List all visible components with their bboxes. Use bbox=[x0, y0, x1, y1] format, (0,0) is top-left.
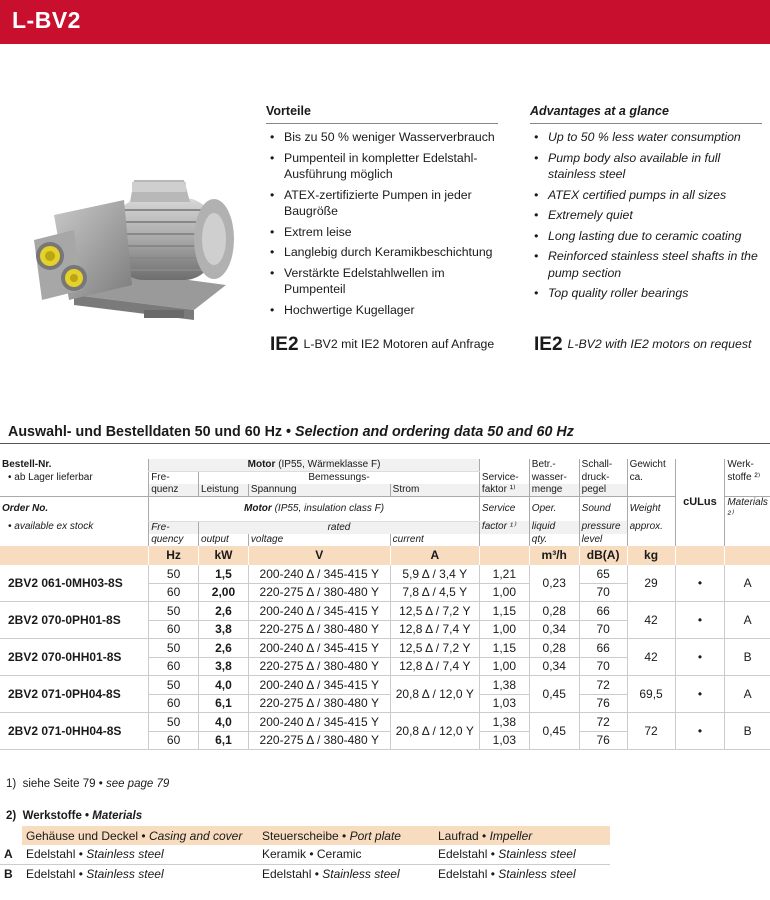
page-title: L-BV2 bbox=[12, 7, 81, 33]
th-stock-en: • available ex stock bbox=[0, 521, 149, 534]
ie2-badge: IE2 bbox=[270, 334, 299, 355]
table-row: 2BV2 071-0HH04-8S 50 4,0 200-240 Δ / 345-415 Y 20,8 Δ / 12,0 Y 1,38 0,45 72 72 • B bbox=[0, 713, 770, 732]
list-item: • ATEX-zertifizierte Pumpen in jeder Baugröße bbox=[266, 187, 498, 220]
th-op-en-2: liquid bbox=[529, 521, 579, 534]
th-rated-en: rated bbox=[199, 521, 480, 534]
th-mat-2: stoffe ²⁾ bbox=[725, 472, 770, 485]
th-sp-1: Schall- bbox=[579, 459, 627, 472]
th-op-en-3: qty. bbox=[529, 534, 579, 546]
list-item: • Up to 50 % less water consumption bbox=[530, 129, 762, 146]
list-item: • Top quality roller bearings bbox=[530, 285, 762, 302]
th-freq-2: quenz bbox=[149, 484, 199, 497]
ordering-table bbox=[0, 459, 770, 750]
th-voltage-de: Spannung bbox=[248, 484, 390, 497]
th-sf-1: Service- bbox=[479, 472, 529, 485]
footnote-2: 2) Werkstoffe • Materials bbox=[6, 810, 143, 822]
th-freq-en-1: Fre- bbox=[149, 521, 199, 534]
list-item: • Extremely quiet bbox=[530, 207, 762, 224]
th-freq-1: Fre- bbox=[149, 472, 199, 485]
th-order-de: Bestell-Nr. bbox=[0, 459, 149, 472]
th-freq-en-2: quency bbox=[149, 534, 199, 546]
table-row: 2BV2 070-0HH01-8S 50 2,6 200-240 Δ / 345-415 Y 12,5 Δ / 7,2 Y 1,15 0,28 66 42 • B bbox=[0, 639, 770, 658]
th-sp-2: druck- bbox=[579, 472, 627, 485]
list-item: • Verstärkte Edelstahlwellen im Pumpenteil bbox=[266, 265, 498, 298]
th-motor-de: Motor (IP55, Wärmeklasse F) bbox=[149, 459, 480, 472]
list-item: • Pumpenteil in kompletter Edelstahl-Ausführung möglich bbox=[266, 150, 498, 183]
table-row: B Edelstahl • Stainless steel Edelstahl • Stainless steel Edelstahl • Stainless steel bbox=[0, 864, 610, 883]
th-sp-en-1: Sound bbox=[579, 497, 627, 522]
th-sf-2: faktor ¹⁾ bbox=[479, 484, 529, 497]
list-item: • ATEX certified pumps in all sizes bbox=[530, 187, 762, 204]
table-row: 2BV2 071-0PH04-8S 50 4,0 200-240 Δ / 345-415 Y 20,8 Δ / 12,0 Y 1,38 0,45 72 69,5 • A bbox=[0, 676, 770, 695]
advantages-de-heading: Vorteile bbox=[266, 104, 498, 124]
th-order-en: Order No. bbox=[2, 503, 49, 514]
th-op-en-1: Oper. bbox=[529, 497, 579, 522]
th-sf-en-2: factor ¹⁾ bbox=[479, 521, 529, 534]
th-wt-en-2: approx. bbox=[627, 521, 675, 534]
th-wt-1: Gewicht bbox=[627, 459, 675, 472]
th-current-en: current bbox=[390, 534, 479, 546]
ul-certification-icon: cULus bbox=[675, 484, 725, 521]
list-item: • Bis zu 50 % weniger Wasserverbrauch bbox=[266, 129, 498, 146]
ie2-badge: IE2 bbox=[534, 334, 563, 355]
list-item: • Pump body also available in full stainless steel bbox=[530, 150, 762, 183]
section-title-en: Selection and ordering data 50 and 60 Hz bbox=[295, 424, 574, 440]
table-row: 2BV2 061-0MH03-8S 50 1,5 200-240 Δ / 345-415 Y 5,9 Δ / 3,4 Y 1,21 0,23 65 29 • A bbox=[0, 565, 770, 584]
table-row: 60 2,00 220-275 Δ / 380-480 Y 7,8 Δ / 4,5 Y 1,00 70 bbox=[0, 583, 770, 602]
th-output-en: output bbox=[199, 534, 249, 546]
th-sp-en-2: pressure bbox=[579, 521, 627, 534]
list-item: • Reinforced stainless steel shafts in the pump section bbox=[530, 248, 762, 281]
table-row: 60 3,8 220-275 Δ / 380-480 Y 12,8 Δ / 7,4 Y 1,00 0,34 70 bbox=[0, 620, 770, 639]
th-motor-en: Motor (IP55, insulation class F) bbox=[149, 497, 480, 522]
units-row: Hz kW V A m³/h dB(A) kg bbox=[0, 546, 770, 565]
th-sp-3: pegel bbox=[579, 484, 627, 497]
th-sf-en-1: Service bbox=[479, 497, 529, 522]
table-row: 2BV2 070-0PH01-8S 50 2,6 200-240 Δ / 345-415 Y 12,5 Δ / 7,2 Y 1,15 0,28 66 42 • A bbox=[0, 602, 770, 621]
table-row: 60 3,8 220-275 Δ / 380-480 Y 12,8 Δ / 7,4 Y 1,00 0,34 70 bbox=[0, 657, 770, 676]
th-op-2: wasser- bbox=[529, 472, 579, 485]
pump-image bbox=[14, 160, 240, 360]
list-item: • Extrem leise bbox=[266, 224, 498, 241]
advantages-de bbox=[266, 104, 498, 322]
th-voltage-en: voltage bbox=[248, 534, 390, 546]
mat-header-impeller: Laufrad • Impeller bbox=[434, 826, 610, 845]
list-item: • Hochwertige Kugellager bbox=[266, 302, 498, 319]
divider bbox=[0, 443, 770, 444]
section-title-de: Auswahl- und Bestelldaten 50 und 60 Hz • bbox=[8, 424, 296, 440]
th-current-de: Strom bbox=[390, 484, 479, 497]
ie2-text: L-BV2 with IE2 motors on request bbox=[567, 337, 752, 351]
mat-header-casing: Gehäuse und Deckel • Casing and cover bbox=[22, 826, 258, 845]
ie2-note-de bbox=[270, 334, 494, 356]
th-sp-en-3: level bbox=[579, 534, 627, 546]
th-mat-1: Werk- bbox=[725, 459, 770, 472]
table-row: 60 6,1 220-275 Δ / 380-480 Y 1,03 76 bbox=[0, 731, 770, 750]
table-row: 60 6,1 220-275 Δ / 380-480 Y 1,03 76 bbox=[0, 694, 770, 713]
ie2-note-en bbox=[534, 334, 751, 356]
page-header bbox=[0, 0, 770, 44]
list-item: • Langlebig durch Keramikbeschichtung bbox=[266, 244, 498, 261]
ie2-text: L-BV2 mit IE2 Motoren auf Anfrage bbox=[303, 337, 495, 351]
section-title bbox=[8, 424, 574, 440]
th-rated-de: Bemessungs- bbox=[199, 472, 480, 485]
th-mat-en: Materials ²⁾ bbox=[725, 497, 770, 522]
footnote-1: 1) siehe Seite 79 • see page 79 bbox=[6, 778, 170, 790]
mat-header-port: Steuerscheibe • Port plate bbox=[258, 826, 434, 845]
th-wt-en-1: Weight bbox=[627, 497, 675, 522]
th-op-3: menge bbox=[529, 484, 579, 497]
list-item: • Long lasting due to ceramic coating bbox=[530, 228, 762, 245]
materials-table bbox=[0, 826, 610, 883]
advantages-en bbox=[530, 104, 762, 306]
th-wt-2: ca. bbox=[627, 472, 675, 485]
th-stock-de: • ab Lager lieferbar bbox=[8, 471, 93, 483]
advantages-en-heading: Advantages at a glance bbox=[530, 104, 762, 124]
th-op-1: Betr.- bbox=[529, 459, 579, 472]
th-output-de: Leistung bbox=[199, 484, 249, 497]
table-row: A Edelstahl • Stainless steel Keramik • Ceramic Edelstahl • Stainless steel bbox=[0, 845, 610, 864]
